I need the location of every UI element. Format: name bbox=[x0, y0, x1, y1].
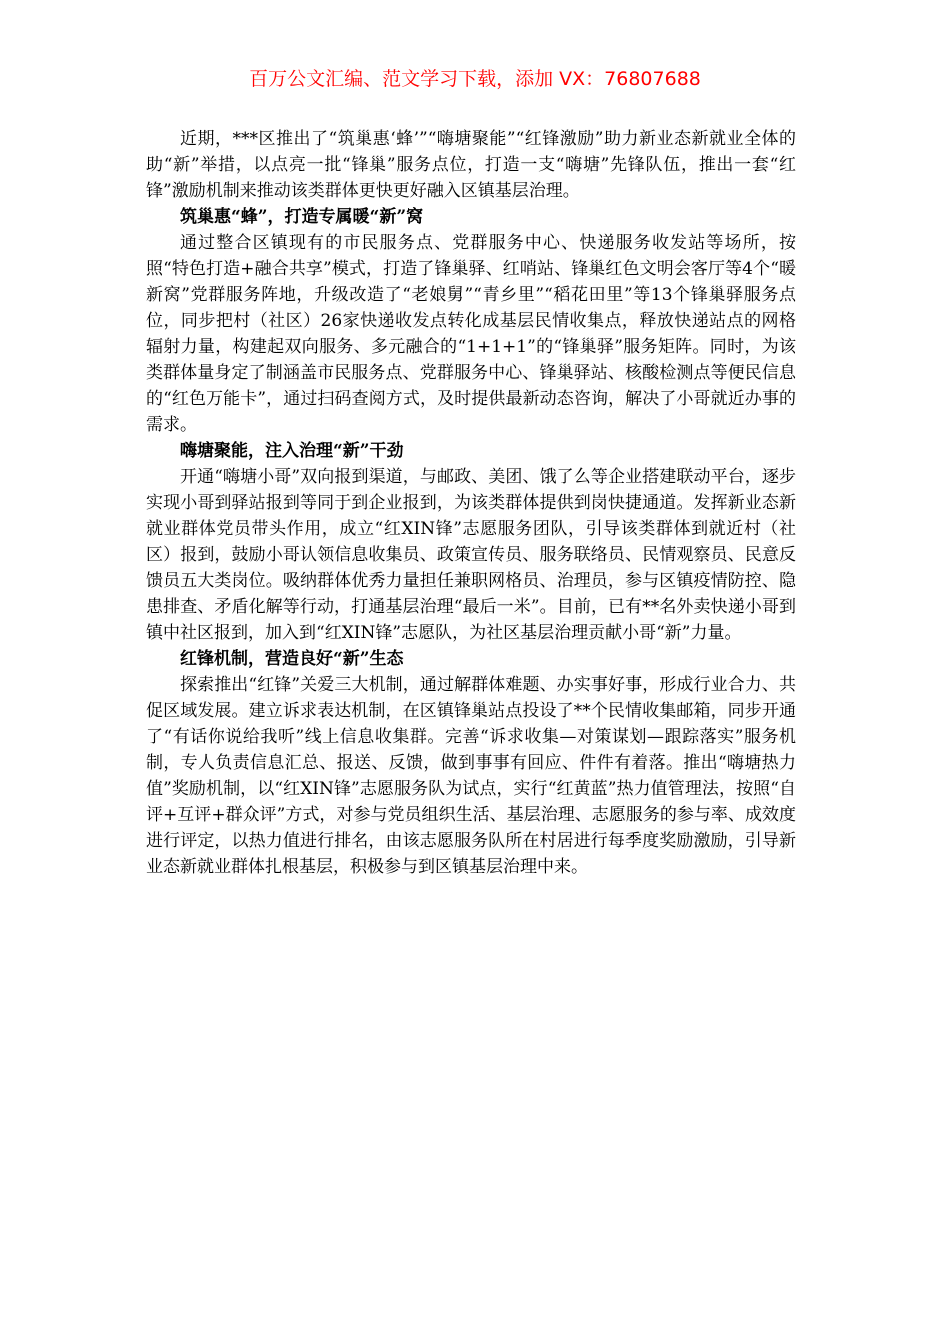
section-paragraph-2: 开通“嗨塘小哥”双向报到渠道，与邮政、美团、饿了么等企业搭建联动平台，逐步实现小哥到驿站报到等同于到企业报到，为该类群体提供到岗快捷通道。发挥新业态新就业群体党员带头作用，成立“红XIN锋”志愿服务团队，引导该类群体到就近村（社区）报到，鼓励小哥认领信息收集员、政策宣传员、服务联络员、民情观察员、民意反馈员五大类岗位。吸纳群体优秀力量担任兼职网格员、治理员，参与区镇疫情防控、隐患排查、矛盾化解等行动，打通基层治理“最后一米”。目前，已有**名外卖快递小哥到镇中社区报到，加入到“红XIN锋”志愿队，为社区基层治理贡献小哥“新”力量。 bbox=[146, 467, 796, 643]
section-paragraph-1: 通过整合区镇现有的市民服务点、党群服务中心、快递服务收发站等场所，按照“特色打造+融合共享”模式，打造了锋巢驿、红哨站、锋巢红色文明会客厅等4个“暖新窝”党群服务阵地，升级改造了“老娘舅”“青乡里”“稻花田里”等13个锋巢驿服务点位，同步把村（社区）26家快递收发点转化成基层民情收集点，释放快递站点的网格辐射力量，构建起双向服务、多元融合的“1+1+1”的“锋巢驿”服务矩阵。同时，为该类群体量身定了制涵盖市民服务点、党群服务中心、锋巢驿站、核酸检测点等便民信息的“红色万能卡”，通过扫码查阅方式，及时提供最新动态咨询，解决了小哥就近办事的需求。 bbox=[146, 233, 796, 435]
article-body bbox=[146, 126, 796, 880]
promo-header: 百万公文汇编、范文学习下载，添加 VX：76807688 bbox=[249, 68, 701, 90]
section-heading-1: 筑巢惠“蜂”，打造专属暖“新”窝 bbox=[180, 207, 424, 227]
intro-paragraph: 近期，***区推出了“筑巢惠‘蜂’”“嗨塘聚能”“红锋激励”助力新业态新就业全体的助“新”举措，以点亮一批“锋巢”服务点位，打造一支“嗨塘”先锋队伍，推出一套“红锋”激励机制来推动该类群体更快更好融入区镇基层治理。 bbox=[146, 129, 796, 201]
section-heading-2: 嗨塘聚能，注入治理“新”干劲 bbox=[180, 441, 404, 461]
section-heading-3: 红锋机制，营造良好“新”生态 bbox=[180, 649, 404, 669]
section-paragraph-3: 探索推出“红锋”关爱三大机制，通过解群体难题、办实事好事，形成行业合力、共促区域发展。建立诉求表达机制，在区镇锋巢站点投设了**个民情收集邮箱，同步开通了“有话你说给我听”线上信息收集群。完善“诉求收集—对策谋划—跟踪落实”服务机制，专人负责信息汇总、报送、反馈，做到事事有回应、件件有着落。推出“嗨塘热力值”奖励机制，以“红XIN锋”志愿服务队为试点，实行“红黄蓝”热力值管理法，按照“自评+互评+群众评”方式，对参与党员组织生活、基层治理、志愿服务的参与率、成效度进行评定，以热力值进行排名，由该志愿服务队所在村居进行每季度奖励激励，引导新业态新就业群体扎根基层，积极参与到区镇基层治理中来。 bbox=[146, 675, 796, 877]
